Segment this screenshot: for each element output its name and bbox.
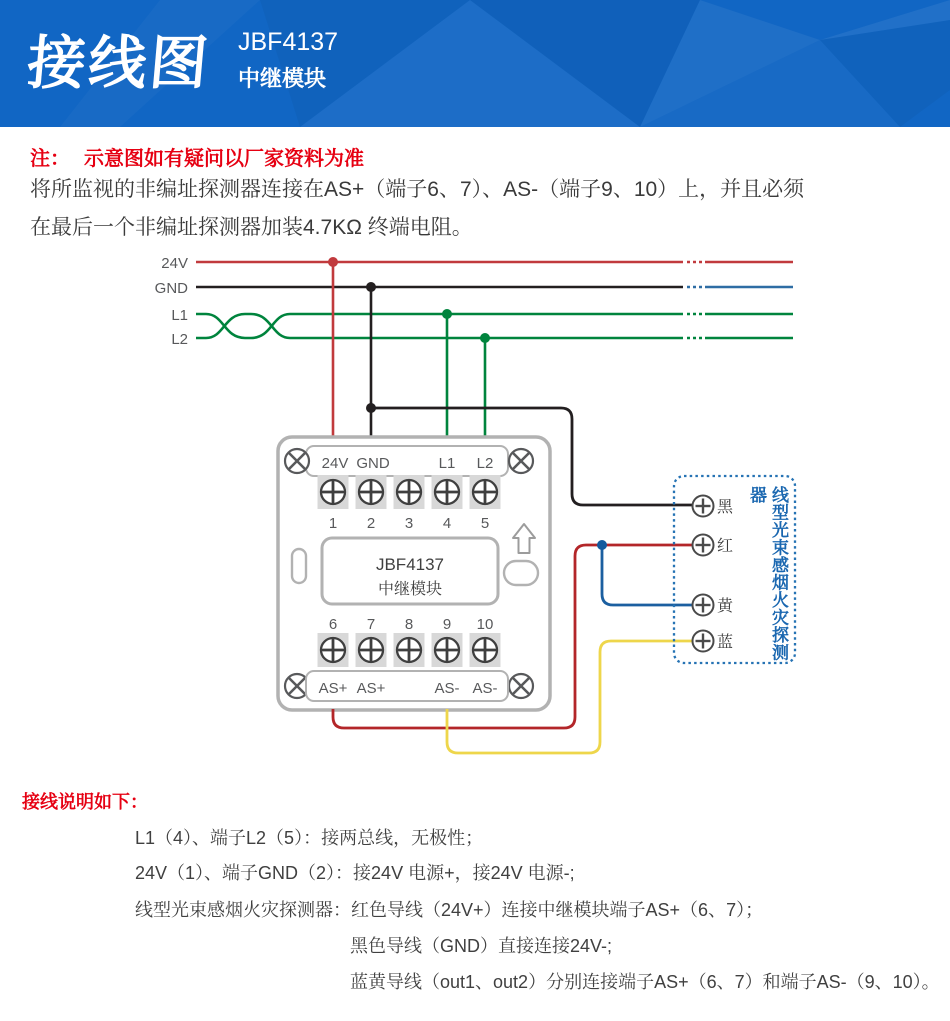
relay-module <box>278 437 550 710</box>
note-row <box>30 142 364 171</box>
module-top-label-gnd: GND <box>356 455 390 472</box>
terminal-number-6: 6 <box>328 616 338 633</box>
terminal-number-1: 1 <box>328 515 338 532</box>
terminal-screw-6 <box>318 633 349 667</box>
bus-line-l2-twisted <box>196 314 793 338</box>
terminal-screw-2 <box>356 475 387 509</box>
terminal-number-8: 8 <box>404 616 414 633</box>
detector-label-blue: 蓝 <box>717 634 734 651</box>
module-bottom-label-as-plus-1: AS+ <box>318 680 348 697</box>
terminal-screw-7 <box>356 633 387 667</box>
description-line1: 将所监视的非编址探测器连接在AS+（端子6、7）、AS-（端子9、10）上，并且必须 <box>30 178 805 201</box>
corner-screw-icon <box>509 674 533 698</box>
detector-label-black: 黑 <box>717 499 734 516</box>
junction-dot-gnd <box>366 282 376 292</box>
instructions-heading: 接线说明如下： <box>22 792 148 812</box>
detector-terminal-black <box>693 496 714 517</box>
detector-label-yellow: 黄 <box>717 598 734 615</box>
page-title: 接线图 <box>24 31 214 96</box>
wire-blue-to-detector <box>602 545 692 605</box>
terminal-number-2: 2 <box>366 515 376 532</box>
side-pill <box>504 561 538 585</box>
module-top-label-24v: 24V <box>321 455 349 472</box>
terminal-screw-10 <box>470 633 501 667</box>
module-top-label-l2: L2 <box>476 455 494 472</box>
note-text: 示意图如有疑问以厂家资料为准 <box>84 148 364 170</box>
wiring-diagram <box>0 250 950 780</box>
module-top-label-l1: L1 <box>438 455 456 472</box>
terminal-screw-8 <box>394 633 425 667</box>
detector-vertical-name: 线型光束感烟火灾探测器 <box>747 486 788 661</box>
terminal-number-3: 3 <box>404 515 414 532</box>
instruction-item: L1（4）、端子L2（5）：接两总线，无极性； <box>135 828 484 848</box>
terminal-screw-9 <box>432 633 463 667</box>
detector-label-red: 红 <box>717 538 734 555</box>
terminal-number-7: 7 <box>366 616 376 633</box>
terminal-number-4: 4 <box>442 515 452 532</box>
detector-terminal-yellow <box>693 595 714 616</box>
instruction-item: 线型光束感烟火灾探测器：红色导线（24V+）连接中继模块端子AS+（6、7）； <box>135 900 764 920</box>
module-model-text: JBF4137 <box>375 555 445 574</box>
junction-dot-l2 <box>480 333 490 343</box>
module-bottom-label-as-minus-2: AS- <box>472 680 498 697</box>
description-line2: 在最后一个非编址探测器加装4.7KΩ 终端电阻。 <box>30 216 473 239</box>
module-bottom-label-as-plus-2: AS+ <box>356 680 386 697</box>
bus-line-l1-twisted <box>196 314 793 338</box>
terminal-screw-3 <box>394 475 425 509</box>
product-model: JBF4137 <box>238 28 339 56</box>
junction-dot-l1 <box>442 309 452 319</box>
bus-label-gnd: GND <box>154 280 188 297</box>
terminal-screw-1 <box>318 475 349 509</box>
detector-terminal-red <box>693 535 714 556</box>
terminal-number-9: 9 <box>442 616 452 633</box>
terminal-screw-5 <box>470 475 501 509</box>
instruction-item: 蓝黄导线（out1、out2）分别连接端子AS+（6、7）和端子AS-（9、10）。 <box>350 972 940 992</box>
led-window <box>292 549 306 583</box>
junction-dot-blue <box>597 540 607 550</box>
module-bottom-label-as-minus-1: AS- <box>434 680 460 697</box>
instruction-item: 24V（1）、端子GND（2）：接24V 电源+，接24V 电源-; <box>135 863 575 883</box>
detector-terminal-blue <box>693 631 714 652</box>
note-label: 注： <box>30 148 70 170</box>
product-name: 中继模块 <box>238 66 327 91</box>
description <box>30 171 930 247</box>
corner-screw-icon <box>285 449 309 473</box>
instruction-item: 黑色导线（GND）直接连接24V-; <box>350 936 613 956</box>
terminal-number-5: 5 <box>480 515 490 532</box>
terminal-number-10: 10 <box>476 616 494 633</box>
bus-label-l1: L1 <box>171 307 188 324</box>
bus-label-l2: L2 <box>171 331 188 348</box>
corner-screw-icon <box>509 449 533 473</box>
module-name-text: 中继模块 <box>377 581 443 598</box>
junction-dot-gnd-branch <box>366 403 376 413</box>
junction-dot-24v <box>328 257 338 267</box>
header-banner <box>0 0 950 127</box>
terminal-screw-4 <box>432 475 463 509</box>
bus-label-24v: 24V <box>161 255 188 272</box>
